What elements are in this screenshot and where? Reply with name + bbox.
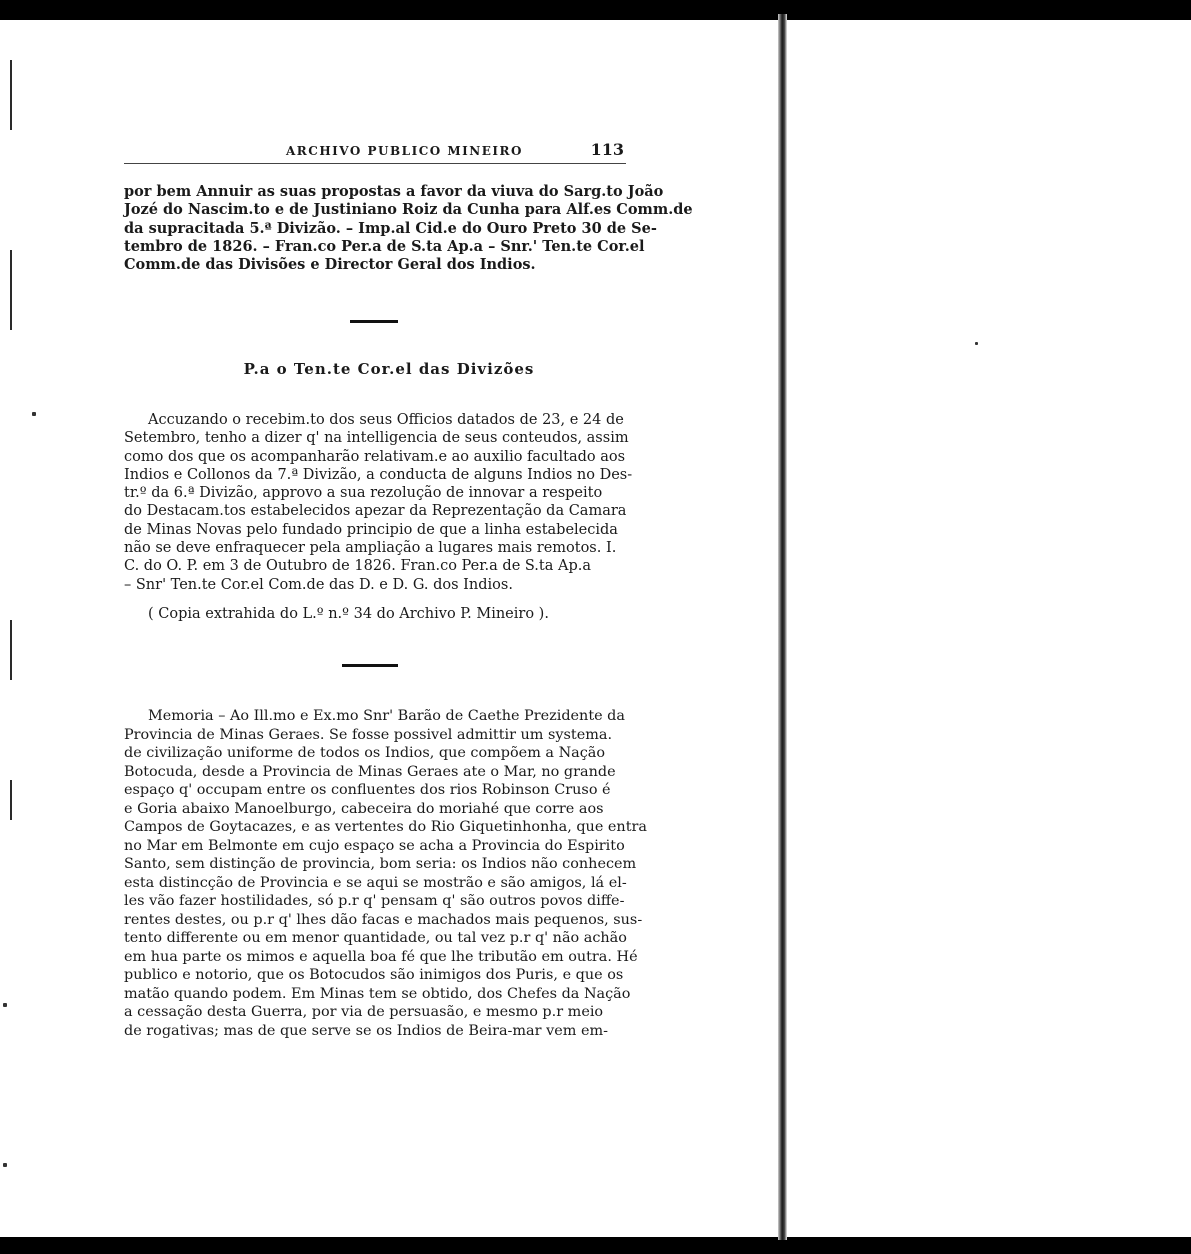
text-line: Botocuda, desde a Provincia de Minas Geraes ate o Mar, no grande <box>124 763 616 780</box>
text-line: da supracitada 5.ª Divizão. – Imp.al Cid.e do Ouro Preto 30 de Se- <box>124 219 657 237</box>
text-line: em hua parte os mimos e aquella boa fé que lhe tributão em outra. Hé <box>124 948 638 965</box>
text-line: Santo, sem distinção de provincia, bom seria: os Indios não conhecem <box>124 856 637 872</box>
text-line: Campos de Goytacazes, e as vertentes do Rio Giquetinhonha, que entra <box>124 819 647 835</box>
text-line: por bem Annuir as suas propostas a favor da viuva do Sarg.to João <box>124 183 664 200</box>
text-line: de civilização uniforme de todos os Indios, que compõem a Nação <box>124 745 606 761</box>
paragraph-letter <box>124 411 633 594</box>
copy-note <box>124 605 626 623</box>
text-line: tr.º da 6.ª Divizão, approvo a sua rezolução de innovar a respeito <box>124 485 603 502</box>
paragraph-first <box>124 183 693 274</box>
text-line: rentes destes, ou p.r q' lhes dão facas e machados mais pequenos, sus- <box>124 911 643 928</box>
text-line: publico e notorio, que os Botocudos são inimigos dos Puris, e que os <box>124 967 624 983</box>
scan-speck <box>975 342 978 345</box>
text-line: não se deve enfraquecer pela ampliação a lugares mais remotos. I. <box>124 540 617 557</box>
text-line: a cessação desta Guerra, por via de persuasão, e mesmo p.r meio <box>124 1004 604 1020</box>
text-line: ( Copia extrahida do L.º n.º 34 do Archivo P. Mineiro ). <box>148 606 549 622</box>
running-title: ARCHIVO PUBLICO MINEIRO <box>286 144 523 158</box>
text-line: de rogativas; mas de que serve se os Indios de Beira-mar vem em- <box>124 1022 608 1039</box>
text-line: e Goria abaixo Manoelburgo, cabeceira do moriahé que corre aos <box>124 800 604 817</box>
text-line: Accuzando o recebim.to dos seus Officios datados de 23, e 24 de <box>148 412 624 428</box>
text-line: tento differente ou em menor quantidade, ou tal vez p.r q' não achão <box>124 930 627 946</box>
running-header <box>124 141 626 164</box>
section-divider <box>350 320 398 323</box>
text-line: – Snr' Ten.te Cor.el Com.de das D. e D. G. dos Indios. <box>124 576 513 593</box>
section-heading: P.a o Ten.te Cor.el das Divizões <box>243 360 535 378</box>
text-line: no Mar em Belmonte em cujo espaço se acha a Provincia do Espirito <box>124 837 625 854</box>
text-line: como dos que os acompanharão relativam.e ao auxilio facultado aos <box>124 448 626 465</box>
text-line: do Destacam.tos estabelecidos apezar da Reprezentação da Camara <box>124 503 627 520</box>
text-line: tembro de 1826. – Fran.co Per.a de S.ta Ap.a – Snr.' Ten.te Cor.el <box>124 237 645 255</box>
text-line: de Minas Novas pelo fundado principio de que a linha estabelecida <box>124 521 618 538</box>
text-line: espaço q' occupam entre os confluentes dos rios Robinson Cruso é <box>124 782 611 798</box>
text-line: C. do O. P. em 3 de Outubro de 1826. Fran.co Per.a de S.ta Ap.a <box>124 558 592 575</box>
text-line: Comm.de das Divisões e Director Geral dos Indios. <box>124 256 536 274</box>
paragraph-memoria <box>124 707 647 1040</box>
text-line: les vão fazer hostilidades, só p.r q' pensam q' são outros povos diffe- <box>124 893 625 909</box>
text-line: matão quando podem. Em Minas tem se obtido, dos Chefes da Nação <box>124 985 631 1002</box>
section-divider <box>342 664 398 667</box>
text-line: Jozé do Nascim.to e de Justiniano Roiz da Cunha para Alf.es Comm.de <box>124 201 693 219</box>
page-number: 113 <box>590 140 624 159</box>
text-line: Setembro, tenho a dizer q' na intelligencia de seus conteudos, assim <box>124 430 629 447</box>
text-line: Memoria – Ao Ill.mo e Ex.mo Snr' Barão de Caethe Prezidente da <box>148 708 625 724</box>
text-line: Provincia de Minas Geraes. Se fosse possivel admittir um systema. <box>124 726 613 743</box>
text-line: Indios e Collonos da 7.ª Divizão, a conducta de alguns Indios no Des- <box>124 466 633 483</box>
text-line: esta distincção de Provincia e se aqui se mostrão e são amigos, lá el- <box>124 874 627 891</box>
